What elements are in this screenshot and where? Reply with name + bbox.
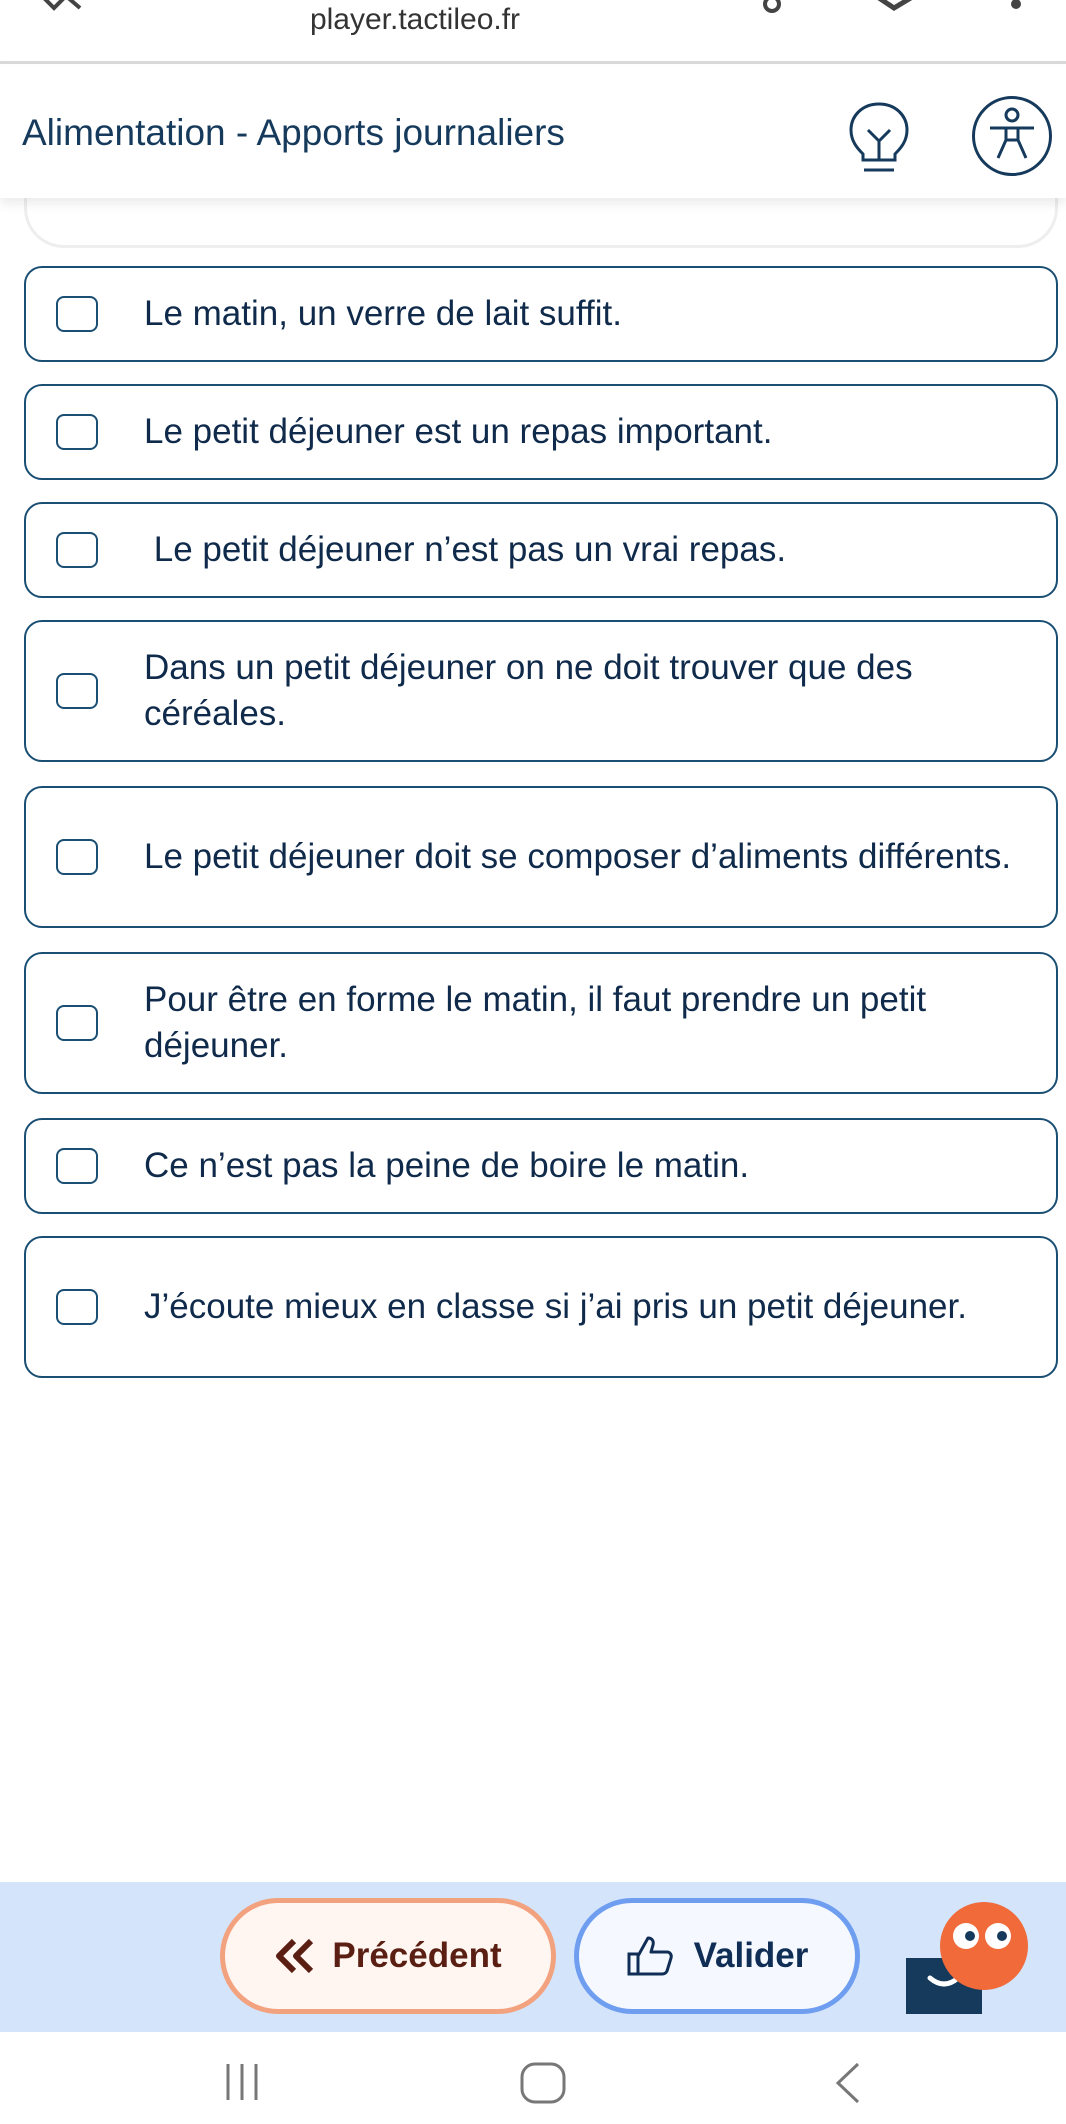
checkbox[interactable] (56, 1005, 98, 1041)
answer-option[interactable] (24, 266, 1058, 362)
answer-option[interactable] (24, 620, 1058, 762)
thumbs-up-icon (626, 1934, 674, 1978)
checkbox[interactable] (56, 673, 98, 709)
checkbox[interactable] (56, 1148, 98, 1184)
validate-button[interactable] (574, 1898, 860, 2014)
page-title: Alimentation - Apports journaliers (22, 112, 565, 153)
option-label: Le petit déjeuner est un repas important. (144, 412, 773, 451)
answer-option[interactable] (24, 1236, 1058, 1378)
checkbox[interactable] (56, 1289, 98, 1325)
answer-options (24, 266, 1058, 1378)
answer-option[interactable] (24, 952, 1058, 1094)
accessibility-icon (984, 106, 1040, 166)
answer-option[interactable] (24, 502, 1058, 598)
previous-label: Précédent (332, 1936, 502, 1975)
checkbox[interactable] (56, 296, 98, 332)
browser-url-bar (0, 0, 1066, 64)
checkbox[interactable] (56, 414, 98, 450)
back-icon[interactable] (828, 2060, 868, 2106)
recent-apps-icon[interactable] (218, 2060, 268, 2104)
checkbox[interactable] (56, 532, 98, 568)
accessibility-button[interactable] (972, 96, 1052, 176)
system-nav-bar (0, 2032, 1066, 2124)
home-icon[interactable] (518, 2060, 570, 2106)
hint-button[interactable] (848, 100, 910, 174)
browser-download-icon[interactable] (758, 0, 788, 16)
option-label: Le petit déjeuner doit se composer d’aliments différents. (144, 837, 1012, 876)
action-bar (0, 1882, 1066, 2032)
answer-option[interactable] (24, 1118, 1058, 1214)
previous-button[interactable] (220, 1898, 556, 2014)
checkbox[interactable] (56, 839, 98, 875)
option-label: J’écoute mieux en classe si j’ai pris un petit déjeuner. (144, 1287, 967, 1326)
validate-label: Valider (693, 1936, 809, 1975)
option-label: Le petit déjeuner n’est pas un vrai repas. (144, 530, 787, 569)
mascot-icon (904, 1902, 1030, 2014)
bookmark-icon[interactable] (870, 0, 920, 16)
option-label: Dans un petit déjeuner on ne doit trouver que des céréales. (144, 648, 913, 733)
more-menu-icon[interactable] (1002, 0, 1032, 16)
activity-header (0, 66, 1066, 198)
url-text[interactable]: player.tactileo.fr (309, 3, 521, 36)
double-chevron-left-icon (274, 1937, 316, 1975)
answer-option[interactable] (24, 384, 1058, 480)
lightbulb-icon (848, 100, 910, 174)
answer-option[interactable] (24, 786, 1058, 928)
option-label: Ce n’est pas la peine de boire le matin. (144, 1146, 750, 1185)
option-label: Le matin, un verre de lait suffit. (144, 294, 622, 333)
option-label: Pour être en forme le matin, il faut prendre un petit déjeuner. (144, 980, 927, 1065)
